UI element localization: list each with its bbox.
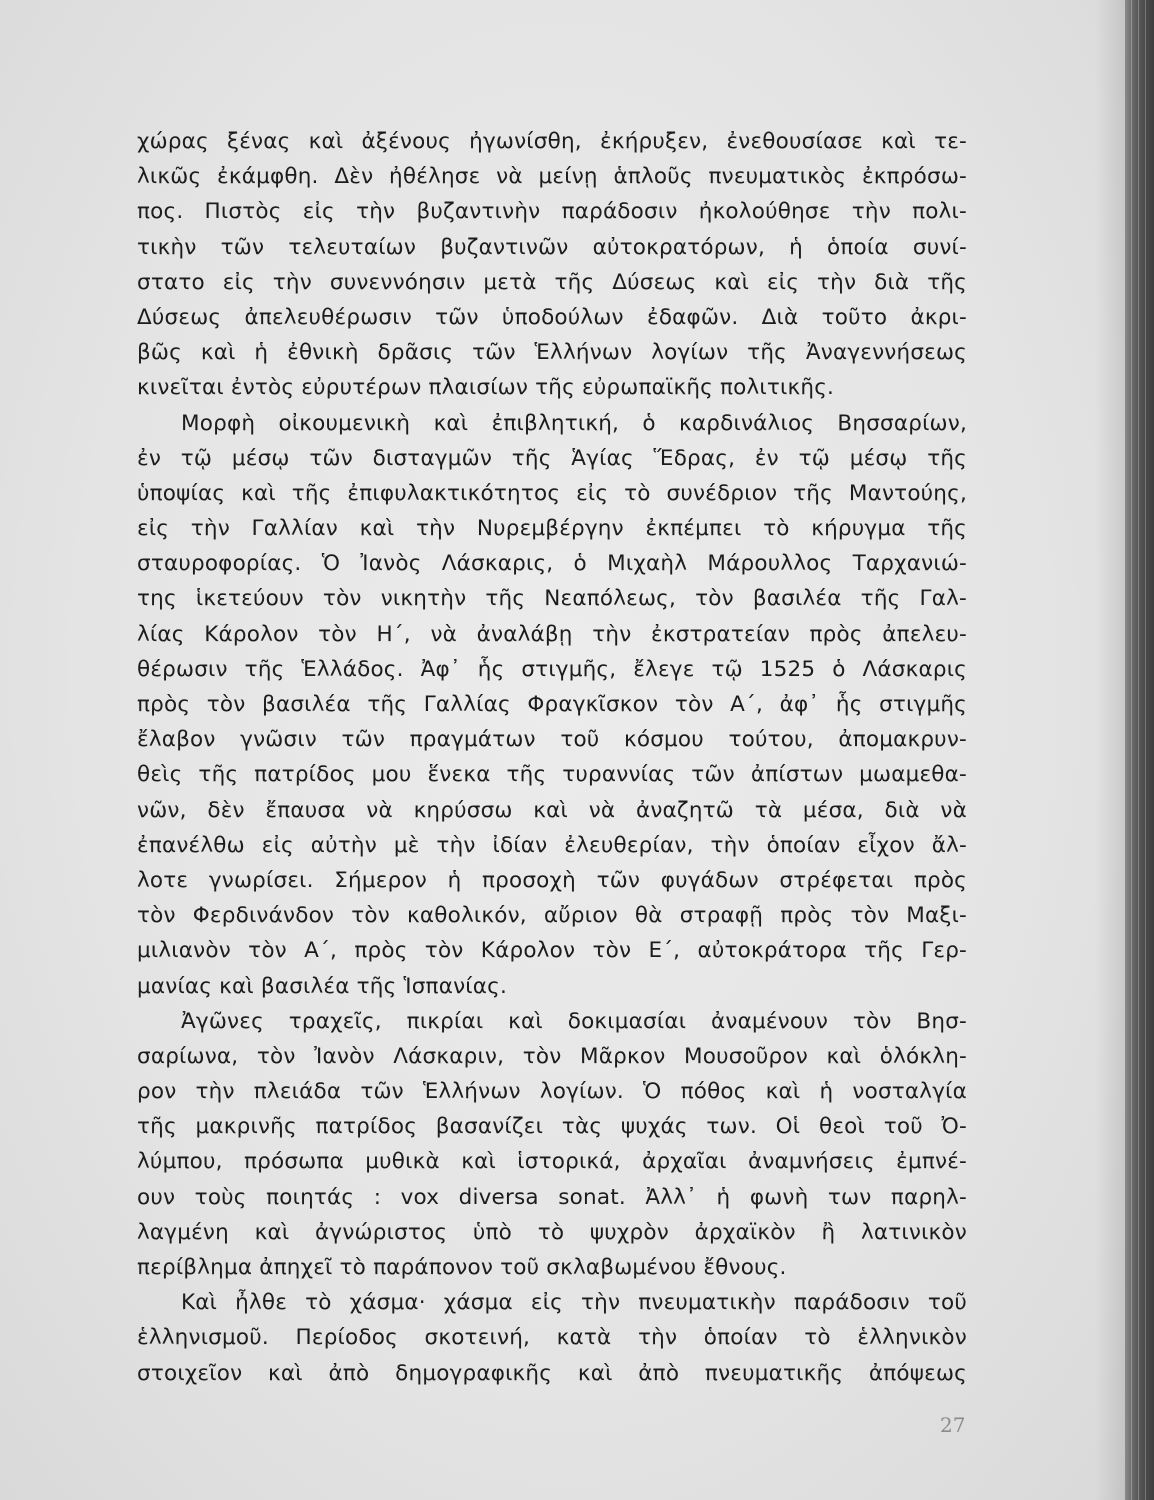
text-line: στοιχεῖον καὶ ἀπὸ δημογραφικῆς καὶ ἀπὸ πνευματικῆς ἀπόψεως: [137, 1360, 967, 1386]
text-line: κινεῖται ἐντὸς εὐρυτέρων πλαισίων τῆς εὐρωπαϊκῆς πολιτικῆς.: [137, 375, 835, 401]
text-line: τικὴν τῶν τελευταίων βυζαντινῶν αὐτοκρατόρων, ἡ ὁποία συνί-: [137, 234, 967, 260]
text-line: ρον τὴν πλειάδα τῶν Ἑλλήνων λογίων. Ὁ πόθος καὶ ἡ νοσταλγία: [137, 1079, 967, 1105]
text-line: λικῶς ἐκάμφθη. Δὲν ἠθέλησε νὰ μείνῃ ἁπλοῦς πνευματικὸς ἐκπρόσω-: [137, 164, 967, 190]
paragraph-3: [137, 1004, 967, 1286]
text-line: Καὶ ἦλθε τὸ χάσμα· χάσμα εἰς τὴν πνευματικὴν παράδοσιν τοῦ: [181, 1290, 967, 1316]
text-line: σταυροφορίας. Ὁ Ἰανὸς Λάσκαρις, ὁ Μιχαὴλ Μάρουλλος Ταρχανιώ-: [137, 551, 967, 577]
paragraph-4: [137, 1285, 967, 1391]
paragraph-1: [137, 124, 967, 406]
text-line: θέρωσιν τῆς Ἑλλάδος. Ἀφ᾽ ἧς στιγμῆς, ἔλεγε τῷ 1525 ὁ Λάσκαρις: [137, 656, 967, 682]
text-line: βῶς καὶ ἡ ἐθνικὴ δρᾶσις τῶν Ἑλλήνων λογίων τῆς Ἀναγεννήσεως: [137, 340, 967, 366]
text-line: Ἀγῶνες τραχεῖς, πικρίαι καὶ δοκιμασίαι ἀναμένουν τὸν Βησ-: [181, 1008, 967, 1034]
text-line: ἐν τῷ μέσῳ τῶν δισταγμῶν τῆς Ἁγίας Ἕδρας, ἐν τῷ μέσῳ τῆς: [137, 445, 967, 471]
text-line: τῆς μακρινῆς πατρίδος βασανίζει τὰς ψυχάς των. Οἱ θεοὶ τοῦ Ὀ-: [137, 1114, 967, 1140]
text-line: ουν τοὺς ποιητάς : vox diversa sonat. Ἀλλ᾽ ἡ φωνὴ των παρηλ-: [137, 1184, 967, 1210]
text-line: θεὶς τῆς πατρίδος μου ἕνεκα τῆς τυραννίας τῶν ἀπίστων μωαμεθα-: [137, 762, 967, 788]
text-line: στατο εἰς τὴν συνεννόησιν μετὰ τῆς Δύσεως καὶ εἰς τὴν διὰ τῆς: [137, 269, 967, 295]
text-line: λοτε γνωρίσει. Σήμερον ἡ προσοχὴ τῶν φυγάδων στρέφεται πρὸς: [137, 867, 967, 893]
body-text: [137, 124, 967, 1391]
text-line: χώρας ξένας καὶ ἀξένους ἠγωνίσθη, ἐκήρυξεν, ἐνεθουσίασε καὶ τε-: [137, 129, 967, 154]
text-line: ἑλληνισμοῦ. Περίοδος σκοτεινή, κατὰ τὴν ὁποίαν τὸ ἑλληνικὸν: [137, 1325, 967, 1351]
text-line: ὑποψίας καὶ τῆς ἐπιφυλακτικότητος εἰς τὸ συνέδριον τῆς Μαντούης,: [137, 480, 967, 506]
page-edge-line: [1131, 0, 1132, 1500]
text-line: μιλιανὸν τὸν Α΄, πρὸς τὸν Κάρολον τὸν Ε΄, αὐτοκράτορα τῆς Γερ-: [137, 938, 967, 964]
text-line: νῶν, δὲν ἔπαυσα νὰ κηρύσσω καὶ νὰ ἀναζητῶ τὰ μέσα, διὰ νὰ: [137, 797, 967, 823]
text-line: ἔλαβον γνῶσιν τῶν πραγμάτων τοῦ κόσμου τούτου, ἀπομακρυν-: [137, 727, 967, 753]
text-line: εἰς τὴν Γαλλίαν καὶ τὴν Νυρεμβέργην ἐκπέμπει τὸ κήρυγμα τῆς: [137, 516, 967, 542]
text-line: Μορφὴ οἰκουμενικὴ καὶ ἐπιβλητική, ὁ καρδινάλιος Βησσαρίων,: [181, 410, 967, 436]
text-line: ἐπανέλθω εἰς αὐτὴν μὲ τὴν ἰδίαν ἐλευθερίαν, τὴν ὁποίαν εἶχον ἄλ-: [137, 832, 967, 858]
paragraph-2: [137, 406, 967, 1004]
text-line: Δύσεως ἀπελευθέρωσιν τῶν ὑποδούλων ἐδαφῶν. Διὰ τοῦτο ἀκρι-: [137, 304, 967, 330]
text-line: λίας Κάρολον τὸν Η΄, νὰ ἀναλάβῃ τὴν ἐκστρατείαν πρὸς ἀπελευ-: [137, 621, 967, 647]
page-number: 27: [940, 1413, 966, 1437]
book-page-edge: [1125, 0, 1154, 1500]
text-line: λαγμένη καὶ ἀγνώριστος ὑπὸ τὸ ψυχρὸν ἀρχαϊκὸν ἢ λατινικὸν: [137, 1219, 967, 1245]
text-line: πρὸς τὸν βασιλέα τῆς Γαλλίας Φραγκῖσκον τὸν Α΄, ἀφ᾽ ἧς στιγμῆς: [137, 692, 967, 717]
page-edge-line: [1145, 0, 1146, 1500]
text-line: πος. Πιστὸς εἰς τὴν βυζαντινὴν παράδοσιν ἠκολούθησε τὴν πολι-: [137, 199, 967, 225]
page-gutter-shadow: [1095, 0, 1125, 1500]
text-line: της ἱκετεύουν τὸν νικητὴν τῆς Νεαπόλεως, τὸν βασιλέα τῆς Γαλ-: [137, 586, 967, 612]
text-line: λύμπου, πρόσωπα μυθικὰ καὶ ἱστορικά, ἀρχαῖαι ἀναμνήσεις ἐμπνέ-: [137, 1149, 967, 1175]
text-line: σαρίωνα, τὸν Ἰανὸν Λάσκαριν, τὸν Μᾶρκον Μουσοῦρον καὶ ὁλόκλη-: [137, 1043, 967, 1069]
text-line: τὸν Φερδινάνδον τὸν καθολικόν, αὔριον θὰ στραφῇ πρὸς τὸν Μαξι-: [137, 903, 967, 929]
text-line: μανίας καὶ βασιλέα τῆς Ἱσπανίας.: [137, 973, 507, 999]
text-line: περίβλημα ἀπηχεῖ τὸ παράπονον τοῦ σκλαβωμένου ἔθνους.: [137, 1255, 787, 1280]
page-edge-line: [1138, 0, 1139, 1500]
